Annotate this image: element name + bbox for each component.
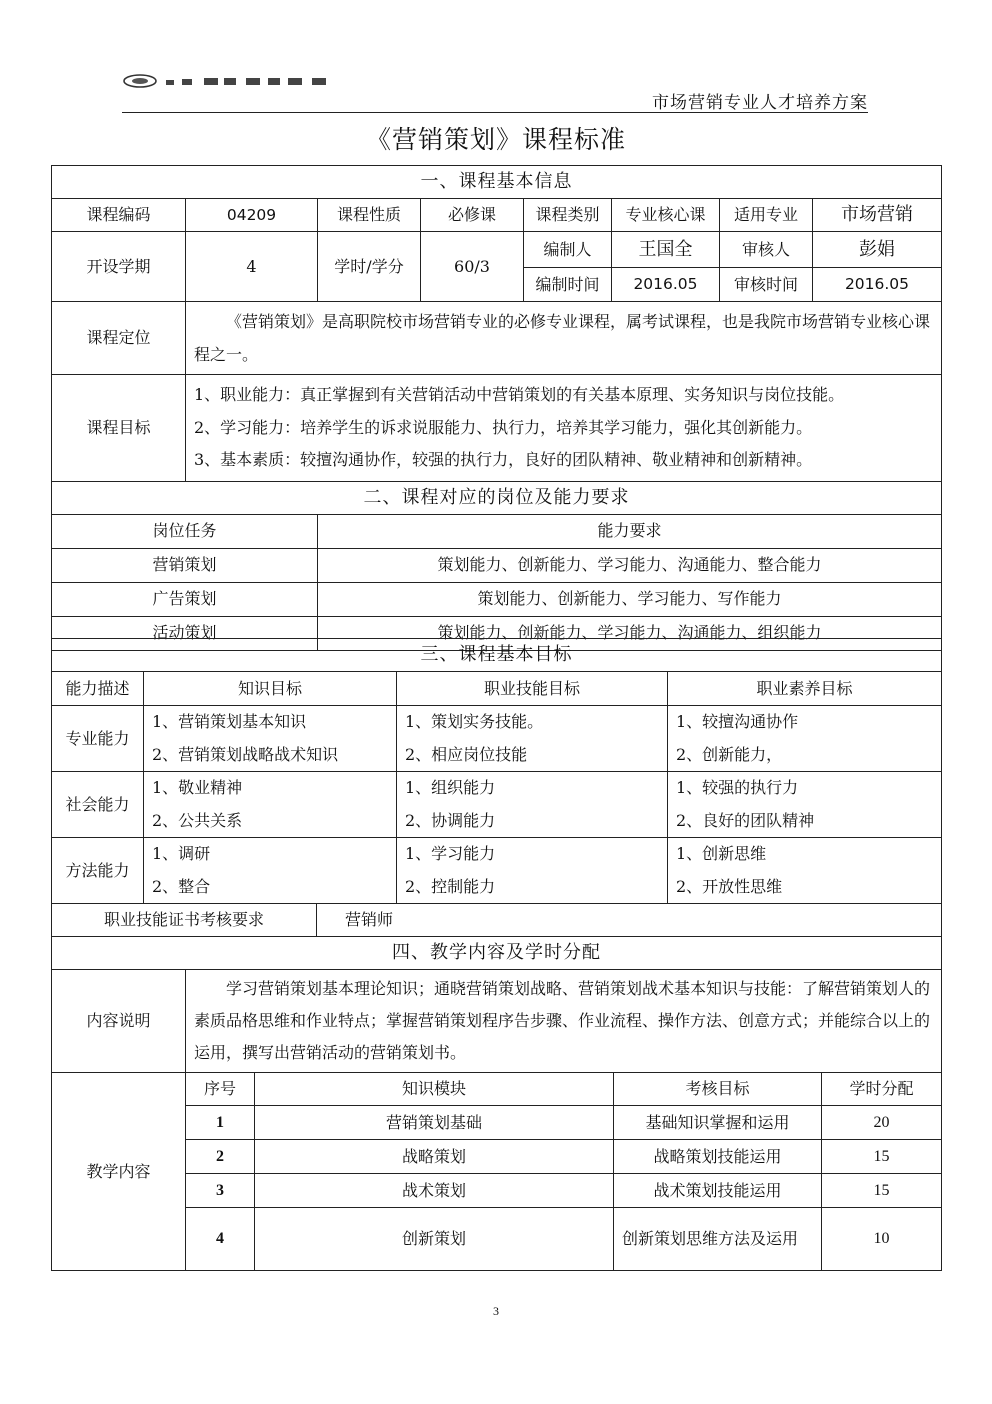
list-item: 2、协调能力 (405, 810, 496, 830)
skill-goal-header: 职业技能目标 (397, 672, 668, 706)
hours-allocation-cell: 15 (822, 1174, 942, 1208)
hours-credits-label: 学时/学分 (318, 232, 421, 302)
hours-allocation-header: 学时分配 (822, 1073, 942, 1106)
sequence-number-cell: 2 (186, 1140, 255, 1174)
edit-time-value: 2016.05 (612, 268, 720, 302)
course-category-value: 专业核心课 (612, 199, 720, 232)
content-description-label: 内容说明 (52, 970, 186, 1073)
header-rule (122, 112, 868, 113)
skill-goal-cell (397, 706, 668, 772)
assessment-target-cell: 基础知识掌握和运用 (614, 1106, 822, 1140)
course-goals-list (186, 375, 942, 482)
list-item: 1、较擅沟通协作 (676, 712, 799, 731)
course-goal-item: 3、基本素质：较擅沟通协作，较强的执行力，良好的团队精神、敬业精神和创新精神。 (194, 450, 813, 469)
knowledge-module-cell: 战略策划 (255, 1140, 614, 1174)
list-item: 2、整合 (152, 876, 211, 896)
semester-label: 开设学期 (52, 232, 186, 302)
teaching-content-label: 教学内容 (52, 1073, 186, 1271)
review-time-label: 审核时间 (720, 268, 813, 302)
editor-value: 王国全 (612, 232, 720, 268)
list-item: 1、调研 (152, 844, 211, 863)
list-item: 1、组织能力 (405, 778, 496, 797)
editor-label: 编制人 (524, 232, 612, 268)
list-item: 1、策划实务技能。 (405, 712, 544, 731)
review-time-value: 2016.05 (813, 268, 942, 302)
course-goals-label: 课程目标 (52, 375, 186, 482)
section-heading-basic-info: 一、课程基本信息 (52, 166, 942, 199)
knowledge-goal-cell (144, 838, 397, 904)
major-label: 适用专业 (720, 199, 813, 232)
content-description-text: 学习营销策划基本理论知识；通晓营销策划战略、营销策划战术基本知识与技能：了解营销策划人的素质品格思维和作业特点；掌握营销策划程序告步骤、作业流程、操作方法、创意方式；并能综合以上的运用，撰写出营销活动的营销策划书。 (186, 970, 942, 1073)
list-item: 1、较强的执行力 (676, 778, 799, 797)
table-row (52, 1208, 942, 1271)
section-heading-objectives: 三、课程基本目标 (52, 639, 942, 672)
skill-goal-cell (397, 838, 668, 904)
table-row (52, 772, 942, 838)
hours-allocation-cell: 20 (822, 1106, 942, 1140)
assessment-target-cell: 创新策划思维方法及运用 (614, 1208, 822, 1271)
list-item: 1、营销策划基本知识 (152, 712, 307, 731)
table-row (52, 1140, 942, 1174)
list-item: 2、创新能力， (676, 744, 783, 764)
course-nature-label: 课程性质 (318, 199, 421, 232)
assessment-target-header: 考核目标 (614, 1073, 822, 1106)
list-item: 2、控制能力 (405, 876, 496, 896)
list-item: 1、学习能力 (405, 844, 496, 863)
job-task-cell: 活动策划 (52, 616, 318, 650)
ability-type-cell: 方法能力 (52, 838, 144, 904)
edit-time-label: 编制时间 (524, 268, 612, 302)
course-goal-item: 2、学习能力：培养学生的诉求说服能力、执行力，培养其学习能力，强化其创新能力。 (194, 417, 813, 437)
course-positioning-label: 课程定位 (52, 302, 186, 375)
course-goal-item: 1、职业能力：真正掌握到有关营销活动中营销策划的有关基本原理、实务知识与岗位技能。 (194, 385, 845, 404)
knowledge-goal-cell (144, 706, 397, 772)
assessment-target-cell: 战略策划技能运用 (614, 1140, 822, 1174)
skill-goal-cell (397, 772, 668, 838)
job-task-cell: 营销策划 (52, 548, 318, 582)
course-nature-value: 必修课 (421, 199, 524, 232)
course-positioning-text: 《营销策划》是高职院校市场营销专业的必修专业课程，属考试课程，也是我院市场营销专业核心课程之一。 (186, 302, 942, 375)
sequence-number-cell: 1 (186, 1106, 255, 1140)
course-code-label: 课程编码 (52, 199, 186, 232)
page-number: 3 (493, 1304, 499, 1318)
course-info-table (51, 165, 942, 651)
ability-requirement-cell: 策划能力、创新能力、学习能力、沟通能力、整合能力 (318, 548, 942, 582)
course-code-value: 04209 (186, 199, 318, 232)
list-item: 2、营销策划战略战术知识 (152, 744, 339, 764)
table-row (52, 548, 942, 582)
assessment-target-cell: 战术策划技能运用 (614, 1174, 822, 1208)
job-task-cell: 广告策划 (52, 582, 318, 616)
sequence-number-header: 序号 (186, 1073, 255, 1106)
knowledge-goal-cell (144, 772, 397, 838)
reviewer-value: 彭娟 (813, 232, 942, 268)
course-category-label: 课程类别 (524, 199, 612, 232)
section-heading-job-requirements: 二、课程对应的岗位及能力要求 (52, 481, 942, 514)
list-item: 2、相应岗位技能 (405, 744, 528, 764)
list-item: 2、良好的团队精神 (676, 810, 815, 830)
knowledge-module-cell: 营销策划基础 (255, 1106, 614, 1140)
certification-requirement-label: 职业技能证书考核要求 (52, 904, 317, 937)
semester-value: 4 (186, 232, 318, 302)
course-objectives-table (51, 638, 942, 904)
quality-goal-header: 职业素养目标 (668, 672, 942, 706)
job-task-header: 岗位任务 (52, 514, 318, 548)
knowledge-module-header: 知识模块 (255, 1073, 614, 1106)
table-row (52, 1174, 942, 1208)
page-title: 《营销策划》课程标准 (365, 125, 626, 154)
quality-goal-cell (668, 838, 942, 904)
table-row (52, 582, 942, 616)
table-row (52, 706, 942, 772)
hours-credits-value: 60/3 (421, 232, 524, 302)
ability-type-cell: 专业能力 (52, 706, 144, 772)
table-row (52, 1106, 942, 1140)
certification-requirement-value: 营销师 (317, 904, 942, 937)
teaching-content-table (51, 903, 942, 1271)
list-item: 2、公共关系 (152, 810, 243, 830)
knowledge-module-cell: 战术策划 (255, 1174, 614, 1208)
list-item: 1、敬业精神 (152, 778, 243, 797)
list-item: 2、开放性思维 (676, 876, 783, 896)
quality-goal-cell (668, 772, 942, 838)
hours-allocation-cell: 15 (822, 1140, 942, 1174)
ability-requirement-cell: 策划能力、创新能力、学习能力、写作能力 (318, 582, 942, 616)
ability-requirement-cell: 策划能力、创新能力、学习能力、沟通能力、组织能力 (318, 616, 942, 650)
table-row (52, 838, 942, 904)
knowledge-module-cell: 创新策划 (255, 1208, 614, 1271)
ability-requirement-header: 能力要求 (318, 514, 942, 548)
knowledge-goal-header: 知识目标 (144, 672, 397, 706)
list-item: 1、创新思维 (676, 844, 767, 863)
header-document-name: 市场营销专业人才培养方案 (652, 93, 868, 113)
section-heading-teaching-content: 四、教学内容及学时分配 (52, 937, 942, 970)
reviewer-label: 审核人 (720, 232, 813, 268)
major-value: 市场营销 (813, 199, 942, 232)
quality-goal-cell (668, 706, 942, 772)
sequence-number-cell: 4 (186, 1208, 255, 1271)
hours-allocation-cell: 10 (822, 1208, 942, 1271)
seal-logo-icon (122, 72, 342, 90)
sequence-number-cell: 3 (186, 1174, 255, 1208)
ability-type-cell: 社会能力 (52, 772, 144, 838)
ability-description-header: 能力描述 (52, 672, 144, 706)
